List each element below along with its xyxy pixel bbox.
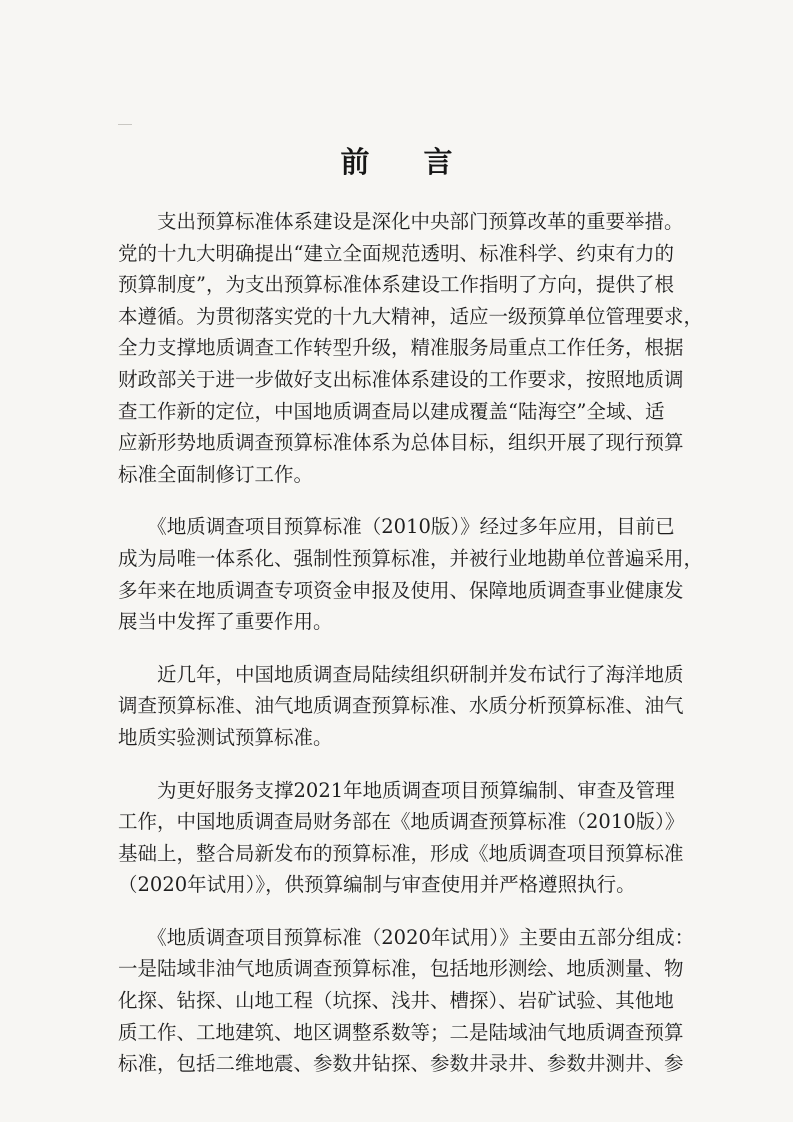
text-line: 应新形势地质调查预算标准体系为总体目标，组织开展了现行预算 — [118, 431, 684, 455]
text-line: 《地质调查项目预算标准（2020年试用）》主要由五部分组成： — [118, 925, 695, 949]
page-title: 前 言 — [340, 145, 475, 179]
text-line: 地质实验测试预算标准。 — [118, 725, 333, 749]
text-line: 展当中发挥了重要作用。 — [118, 610, 333, 634]
text-line: 化探、钻探、山地工程（坑探、浅井、槽探）、岩矿试验、其他地 — [118, 989, 674, 1013]
text-line: 基础上，整合局新发布的预算标准，形成《地质调查项目预算标准 — [118, 841, 684, 865]
paragraph-2 — [118, 511, 704, 637]
text-line: （2020年试用）》，供预算编制与审查使用并严格遵照执行。 — [118, 873, 636, 897]
text-line: 工作，中国地质调查局财务部在《地质调查预算标准（2010版）》 — [118, 810, 685, 834]
text-line: 为更好服务支撑2021年地质调查项目预算编制、审查及管理 — [118, 778, 675, 802]
text-line: 本遵循。为贯彻落实党的十九大精神，适应一级预算单位管理要求， — [118, 304, 704, 328]
text-line: 支出预算标准体系建设是深化中央部门预算改革的重要举措。 — [118, 210, 684, 233]
paragraph-3 — [118, 659, 690, 754]
text-line: 党的十九大明确提出“建立全面规范透明、标准科学、约束有力的 — [118, 241, 674, 265]
paragraph-1 — [118, 206, 704, 490]
text-line: 查工作新的定位，中国地质调查局以建成覆盖“陆海空”全域、适 — [118, 399, 665, 423]
text-line: 标准全面制修订工作。 — [118, 462, 314, 486]
text-line: 多年来在地质调查专项资金申报及使用、保障地质调查事业健康发 — [118, 578, 684, 602]
paragraph-4 — [118, 775, 690, 901]
text-line: 质工作、工地建筑、地区调整系数等；二是陆域油气地质调查预算 — [118, 1020, 684, 1044]
text-line: 《地质调查项目预算标准（2010版）》经过多年应用，目前已 — [118, 515, 675, 539]
text-line: 一是陆域非油气地质调查预算标准，包括地形测绘、地质测量、物 — [118, 957, 684, 981]
scan-artifact-line — [118, 124, 132, 125]
text-line: 近几年，中国地质调查局陆续组织研制并发布试行了海洋地质 — [118, 662, 684, 686]
paragraph-5 — [118, 922, 695, 1080]
text-line: 调查预算标准、油气地质调查预算标准、水质分析预算标准、油气 — [118, 694, 684, 718]
text-line: 标准，包括二维地震、参数井钻探、参数井录井、参数井测井、参 — [118, 1052, 684, 1076]
text-line: 成为局唯一体系化、强制性预算标准，并被行业地勘单位普遍采用， — [118, 546, 704, 570]
text-line: 预算制度”，为支出预算标准体系建设工作指明了方向，提供了根 — [118, 273, 674, 297]
document-body — [118, 206, 704, 1101]
text-line: 全力支撑地质调查工作转型升级，精准服务局重点工作任务，根据 — [118, 336, 684, 360]
text-line: 财政部关于进一步做好支出标准体系建设的工作要求，按照地质调 — [118, 367, 684, 391]
